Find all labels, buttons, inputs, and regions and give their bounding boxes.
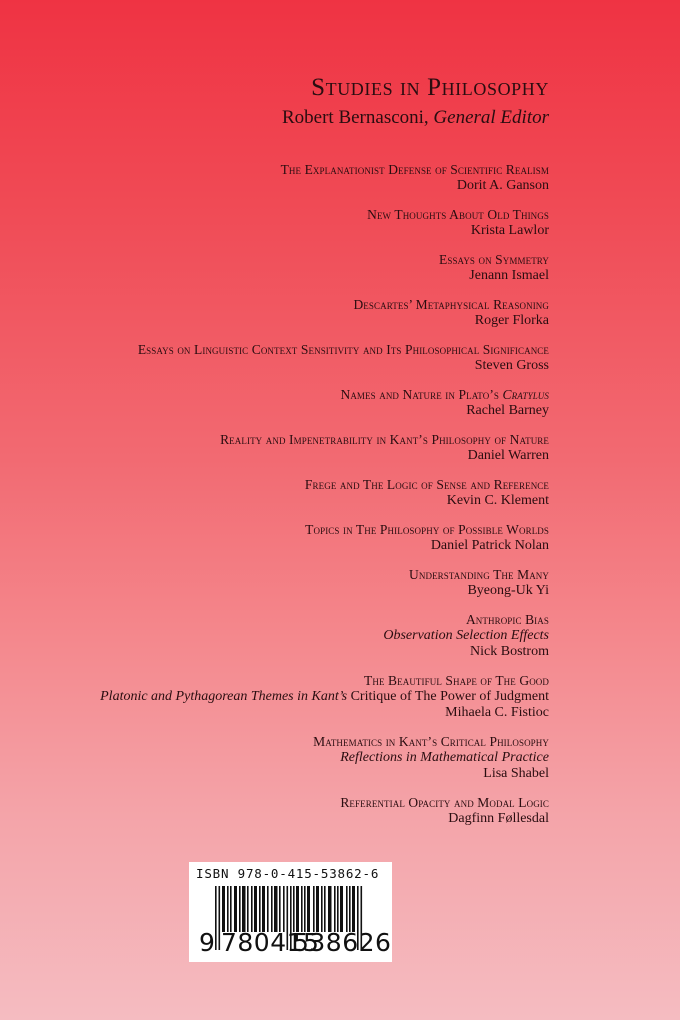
book-title — [100, 387, 549, 403]
book-entry — [100, 387, 549, 419]
book-entry — [100, 342, 549, 374]
book-entry — [100, 734, 549, 782]
book-author: Steven Gross — [474, 358, 549, 373]
book-subtitle-upright: Critique of The Power of Judgment — [350, 689, 549, 704]
book-title: Reality and Impenetrability in Kant’s Philosophy of Nature — [220, 432, 549, 447]
isbn-digit-group-2: 538626 — [293, 928, 392, 957]
isbn-digit-group-1: 780415 — [221, 928, 320, 957]
book-subtitle: Reflections in Mathematical Practice — [340, 750, 549, 765]
book-title: Essays on Symmetry — [439, 252, 549, 267]
isbn-label: ISBN 978-0-415-53862-6 — [196, 866, 380, 881]
book-subtitle — [100, 689, 549, 705]
book-title: Anthropic Bias — [465, 612, 549, 627]
book-author: Roger Florka — [474, 313, 549, 328]
book-entry — [100, 795, 549, 827]
book-entry — [100, 673, 549, 721]
book-author: Nick Bostrom — [470, 644, 549, 659]
book-title: The Beautiful Shape of The Good — [364, 673, 549, 688]
book-entry — [100, 297, 549, 329]
book-author: Daniel Patrick Nolan — [430, 538, 549, 553]
book-list — [100, 162, 549, 840]
book-author: Jenann Ismael — [469, 268, 549, 283]
book-author: Rachel Barney — [466, 403, 549, 418]
book-entry — [100, 252, 549, 284]
book-title: The Explanationist Defense of Scientific Realism — [280, 162, 549, 177]
book-entry — [100, 522, 549, 554]
book-title: Understanding The Many — [409, 567, 549, 582]
editor-name: Robert Bernasconi, — [281, 107, 429, 128]
book-entry — [100, 207, 549, 239]
book-author: Byeong-Uk Yi — [467, 583, 549, 598]
book-title-text: Names and Nature in Plato’s — [340, 387, 503, 402]
book-title: Mathematics in Kant’s Critical Philosophy — [313, 734, 549, 749]
book-author: Lisa Shabel — [483, 766, 549, 781]
series-editor — [282, 105, 549, 131]
book-author: Daniel Warren — [467, 448, 549, 463]
book-entry — [100, 612, 549, 660]
book-title-italic: Cratylus — [502, 387, 549, 402]
book-author: Dorit A. Ganson — [456, 178, 549, 193]
book-subtitle-italic: Platonic and Pythagorean Themes in Kant’s — [100, 689, 351, 704]
isbn-lead-digit: 9 — [199, 928, 216, 957]
book-title: Descartes’ Metaphysical Reasoning — [353, 297, 549, 312]
book-title: New Thoughts About Old Things — [367, 207, 549, 222]
book-author: Krista Lawlor — [470, 223, 549, 238]
book-title: Topics in The Philosophy of Possible Worlds — [305, 522, 549, 537]
book-entry — [100, 432, 549, 464]
book-entry — [100, 477, 549, 509]
book-title: Essays on Linguistic Context Sensitivity and Its Philosophical Significance — [137, 342, 549, 357]
book-author: Dagfinn Føllesdal — [448, 811, 549, 826]
editor-role: General Editor — [433, 107, 549, 128]
book-subtitle: Observation Selection Effects — [383, 628, 549, 643]
series-title: Studies in Philosophy — [311, 74, 549, 101]
isbn-barcode — [189, 862, 392, 962]
book-title: Frege and The Logic of Sense and Reference — [304, 477, 549, 492]
book-entry — [100, 567, 549, 599]
book-entry — [100, 162, 549, 194]
book-author: Mihaela C. Fistioc — [445, 705, 549, 720]
series-header — [282, 73, 549, 131]
book-author: Kevin C. Klement — [446, 493, 549, 508]
book-title: Referential Opacity and Modal Logic — [340, 795, 549, 810]
